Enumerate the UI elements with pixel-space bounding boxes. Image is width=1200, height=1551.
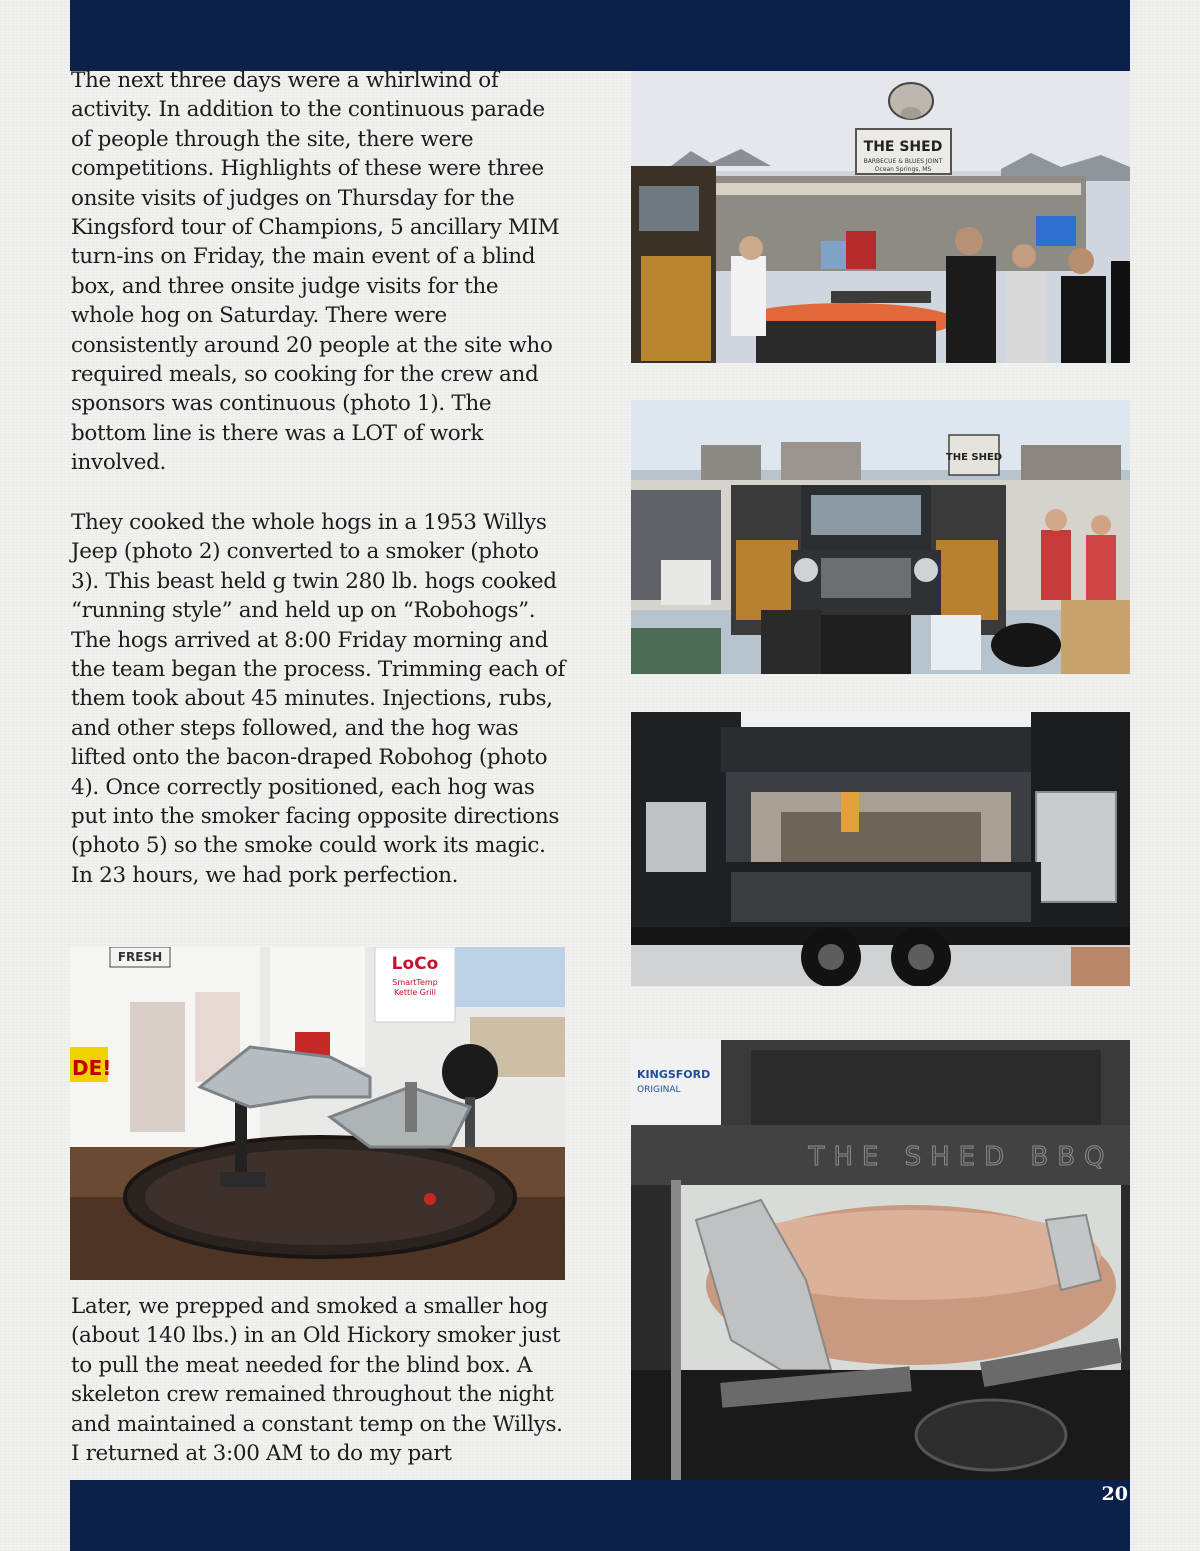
photo-4-banner: DE! bbox=[72, 1056, 112, 1080]
photo-4-product-1: SmartTemp bbox=[392, 978, 438, 987]
photo-5-engraving: THE SHED BBQ bbox=[808, 1142, 1114, 1172]
photo-1-cooking-station bbox=[631, 71, 1130, 363]
photo-5-bag-sub: ORIGINAL bbox=[637, 1085, 681, 1095]
photo-1-sign-location: Ocean Springs, MS bbox=[874, 166, 932, 173]
footer-band bbox=[70, 1480, 1130, 1551]
photo-2-sign: THE SHED bbox=[945, 452, 1003, 463]
photo-4-product-2: Kettle Grill bbox=[394, 988, 436, 997]
photo-1-sign-sub: BARBECUE & BLUES JOINT bbox=[863, 158, 943, 165]
article-paragraph-2: They cooked the whole hogs in a 1953 Willys Jeep (photo 2) converted to a smoker (photo 3). This beast held g twin 280 lb. hogs cooked “running style” and held up on “Robohogs”. The hogs arrived at 8:00 Friday morning and the team began the process. Trimming each of them took about 45 minutes. Injections, rubs, and other steps followed, and the hog was lifted onto the bacon-draped Robohog (photo 4). Once correctly positioned, each hog was put into the smoker facing opposite directions (photo 5) so the smoke could work its magic. In 23 hours, we had pork perfection. bbox=[71, 510, 566, 888]
article-paragraph-1: The next three days were a whirlwind of activity. In addition to the continuous parade of people through the site, there were competitions. Highlights of these were three onsite visits of judges on Thursday for the Kingsford tour of Champions, 5 ancillary MIM turn-ins on Friday, the main event of a blind box, and three onsite judge visits for the whole hog on Saturday. There were consistently around 20 people at the site who required meals, so cooking for the crew and sponsors was continuous (photo 1). The bottom line is there was a LOT of work involved. bbox=[71, 68, 560, 476]
photo-5-hog-in-smoker bbox=[631, 1040, 1130, 1480]
photo-4-robohog bbox=[70, 947, 565, 1280]
photo-4-fresh-badge: FRESH bbox=[117, 950, 163, 964]
photo-2-willys-jeep bbox=[631, 400, 1130, 674]
photo-1-sign-title: THE SHED bbox=[863, 139, 943, 155]
article-paragraph-3: Later, we prepped and smoked a smaller hog (about 140 lbs.) in an Old Hickory smoker just to pull the meat needed for the blind box. A skeleton crew remained throughout the night and maintained a constant temp on the Willys. I returned at 3:00 AM to do my part bbox=[71, 1294, 563, 1467]
photo-3-smoker-trailer bbox=[631, 712, 1130, 986]
photo-4-brand: LoCo bbox=[391, 954, 439, 974]
photo-5-bag-brand: KINGSFORD bbox=[637, 1068, 711, 1081]
header-band bbox=[70, 0, 1130, 71]
page-number: 20 bbox=[1101, 1483, 1128, 1505]
